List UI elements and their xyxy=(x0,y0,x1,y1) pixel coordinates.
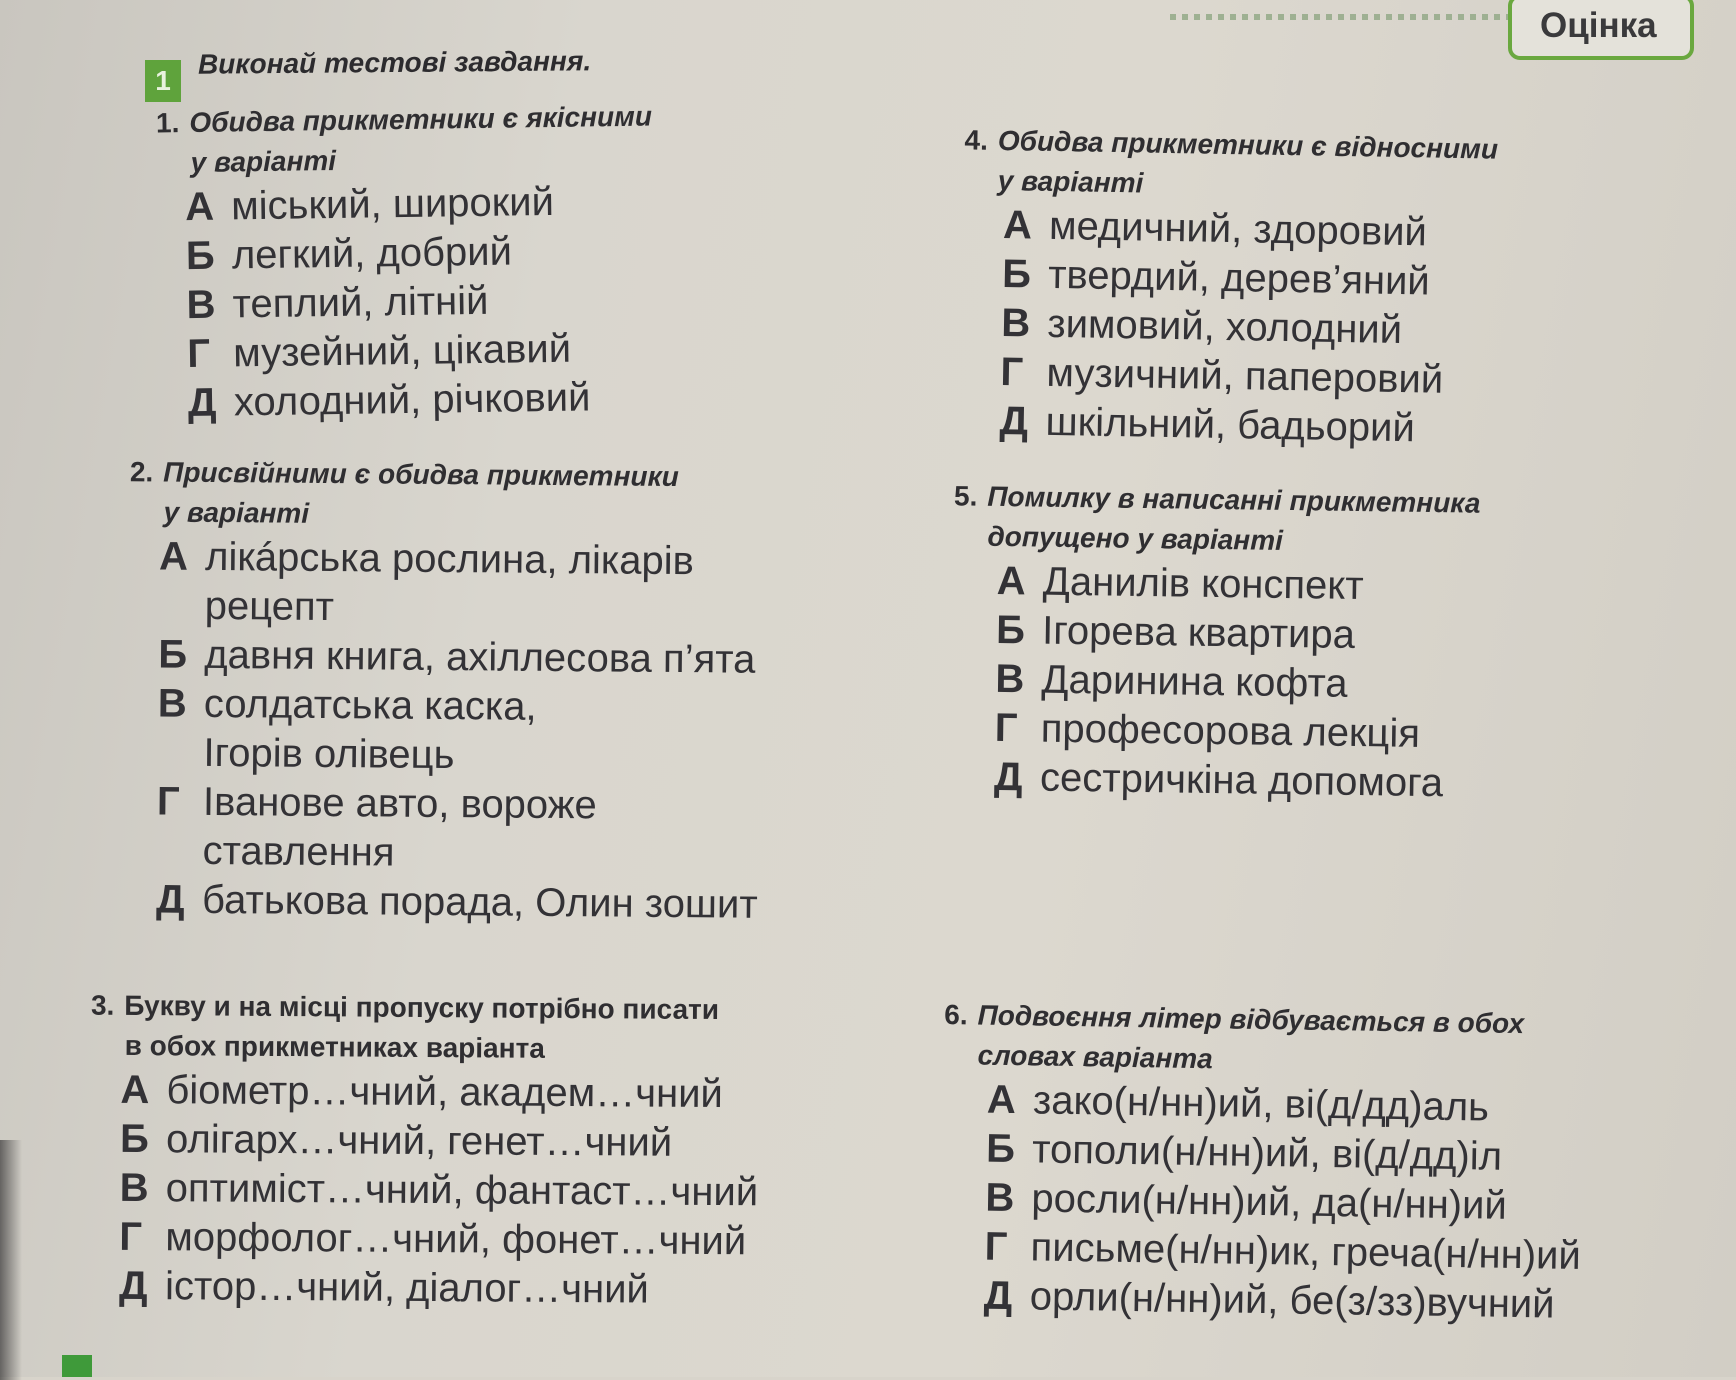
option-text: оптиміст…чний, фантаст…чний xyxy=(165,1166,759,1215)
question-text: Помилку в написанні прикметника xyxy=(987,480,1481,519)
option-text: олігарх…чний, генет…чний xyxy=(165,1117,673,1165)
question-text: Присвійними є обидва прикметники xyxy=(163,456,679,493)
option-text: батькова порада, Олин зошит xyxy=(201,877,758,927)
option-letter: Д xyxy=(187,380,217,426)
option-text: тополи(н/нн)ий, ві(д/дд)іл xyxy=(1031,1127,1503,1179)
option-text: росли(н/нн)ий, да(н/нн)ий xyxy=(1031,1176,1508,1228)
option-text: морфолог…чний, фонет…чний xyxy=(165,1215,747,1264)
page-edge-shadow xyxy=(0,1140,22,1380)
option-d[interactable] xyxy=(994,753,1477,809)
option-text: музейний, цікавий xyxy=(232,326,572,376)
question-number: 6. xyxy=(944,998,968,1031)
option-letter: Г xyxy=(119,1214,143,1260)
option-a[interactable] xyxy=(159,533,761,636)
option-a[interactable] xyxy=(120,1066,759,1119)
green-page-mark xyxy=(62,1355,92,1377)
option-b[interactable] xyxy=(1002,250,1496,308)
question-4-prompt xyxy=(963,120,1498,209)
option-letter: Д xyxy=(983,1273,1013,1319)
option-d[interactable] xyxy=(119,1262,758,1315)
option-text: медичний, здоровий xyxy=(1048,203,1428,255)
question-number: 2. xyxy=(129,456,154,488)
option-letter: А xyxy=(1002,203,1033,248)
question-1 xyxy=(156,97,656,429)
option-text: істор…чний, діалог…чний xyxy=(164,1264,650,1312)
question-3-prompt xyxy=(91,986,760,1071)
option-d[interactable] xyxy=(188,373,657,429)
option-h[interactable] xyxy=(156,778,758,881)
option-h[interactable] xyxy=(994,704,1477,760)
option-letter: Г xyxy=(156,779,180,824)
question-1-prompt xyxy=(156,97,653,184)
option-text-continued: рецепт xyxy=(204,583,335,630)
option-text: біометр…чний, академ…чний xyxy=(166,1068,724,1117)
option-v[interactable] xyxy=(995,655,1478,711)
option-letter: В xyxy=(1000,301,1031,346)
question-text: Подвоєння літер відбувається в обох xyxy=(977,999,1525,1040)
option-letter: В xyxy=(119,1165,149,1211)
option-letter: А xyxy=(986,1077,1017,1123)
option-a[interactable] xyxy=(185,177,654,233)
option-text: теплий, літній xyxy=(232,278,489,327)
option-h[interactable] xyxy=(187,324,656,380)
option-letter: Б xyxy=(995,607,1026,653)
option-letter: Б xyxy=(158,632,188,677)
option-text: сестричкіна допомога xyxy=(1039,755,1444,806)
option-d[interactable] xyxy=(983,1272,1580,1330)
task-title: Виконай тестові завдання. xyxy=(197,45,592,80)
option-text: Іванове авто, вороже xyxy=(202,779,597,828)
option-v[interactable] xyxy=(186,275,655,331)
option-v[interactable] xyxy=(157,680,759,783)
option-d[interactable] xyxy=(999,397,1493,455)
grade-box xyxy=(1508,0,1694,60)
option-letter: Д xyxy=(155,877,185,922)
option-text-continued: ставлення xyxy=(202,828,395,875)
option-letter: Б xyxy=(1001,252,1032,297)
option-text: солдатська каска, xyxy=(203,681,537,729)
option-letter: А xyxy=(158,534,189,579)
task-number-badge: 1 xyxy=(145,60,181,102)
option-text: музичний, паперовий xyxy=(1046,350,1444,402)
question-text: Букву и на місці пропуску потрібно писати xyxy=(124,989,720,1026)
option-letter: Д xyxy=(118,1263,148,1309)
option-text: Ігорева квартира xyxy=(1041,608,1356,657)
grade-label: Оцінка xyxy=(1540,6,1657,45)
question-2-prompt xyxy=(129,452,761,538)
option-d[interactable] xyxy=(156,875,758,929)
question-number: 3. xyxy=(90,989,115,1021)
option-text: зако(н/нн)ий, ві(д/дд)аль xyxy=(1032,1078,1490,1130)
option-letter: А xyxy=(184,184,215,230)
option-letter: В xyxy=(985,1175,1015,1221)
option-text: орли(н/нн)ий, бе(з/зз)вучний xyxy=(1029,1274,1555,1327)
option-letter: А xyxy=(996,558,1027,604)
question-text: Обидва прикметники є відносними xyxy=(997,124,1499,165)
option-letter: В xyxy=(995,656,1025,702)
option-b[interactable] xyxy=(186,226,655,282)
option-text: давня книга, ахіллесова п’ята xyxy=(204,632,756,682)
grade-dotted-line xyxy=(1170,14,1508,20)
question-subtext: у варіанті xyxy=(163,496,310,529)
question-6 xyxy=(939,995,1584,1330)
option-v[interactable] xyxy=(1001,299,1495,357)
question-number: 5. xyxy=(953,480,978,512)
option-a[interactable] xyxy=(996,557,1479,613)
option-b[interactable] xyxy=(158,631,760,685)
question-subtext: словах варіанта xyxy=(977,1039,1214,1075)
question-subtext: допущено у варіанті xyxy=(987,520,1284,556)
option-letter: Г xyxy=(984,1224,1008,1270)
question-number: 1. xyxy=(155,107,180,139)
option-h[interactable] xyxy=(119,1213,758,1266)
option-text: зимовий, холодний xyxy=(1046,301,1403,353)
option-b[interactable] xyxy=(120,1115,759,1168)
question-4 xyxy=(959,120,1498,454)
question-text: Обидва прикметники є якісними xyxy=(189,100,653,139)
option-letter: Д xyxy=(993,754,1023,800)
option-letter: Д xyxy=(999,399,1029,444)
question-subtext: у варіанті xyxy=(997,164,1144,199)
option-text: міський, широкий xyxy=(230,179,555,229)
option-letter: Г xyxy=(994,705,1018,751)
option-text-continued: Ігорів олівець xyxy=(203,730,455,778)
option-letter: Б xyxy=(119,1116,149,1162)
option-text: професорова лекція xyxy=(1040,706,1421,756)
option-letter: А xyxy=(120,1067,150,1113)
option-text: лікáрська рослина, лікарів xyxy=(204,534,695,584)
option-letter: Б xyxy=(985,1126,1016,1172)
question-subtext: в обох прикметниках варіанта xyxy=(124,1029,545,1064)
option-letter: В xyxy=(186,282,216,328)
option-b[interactable] xyxy=(996,606,1479,662)
option-v[interactable] xyxy=(120,1164,759,1217)
option-text: холодний, річковий xyxy=(233,375,591,425)
option-a[interactable] xyxy=(1003,201,1497,259)
option-text: легкий, добрий xyxy=(231,229,513,278)
option-text: Даринина кофта xyxy=(1041,657,1348,706)
option-text: шкільний, бадьорий xyxy=(1045,399,1416,451)
option-h[interactable] xyxy=(1000,348,1494,406)
option-letter: Б xyxy=(185,233,215,279)
question-number: 4. xyxy=(964,124,989,156)
option-text: Данилів конспект xyxy=(1042,559,1364,609)
question-subtext: у варіанті xyxy=(190,144,337,178)
question-5-prompt xyxy=(953,476,1481,563)
question-2 xyxy=(126,452,762,929)
option-letter: Г xyxy=(186,331,211,377)
option-text: твердий, дерев’яний xyxy=(1047,252,1431,304)
question-6-prompt xyxy=(943,995,1584,1085)
option-letter: В xyxy=(157,681,187,726)
option-text: письме(н/нн)ик, греча(н/нн)ий xyxy=(1030,1225,1582,1279)
question-5 xyxy=(950,476,1481,808)
question-3 xyxy=(89,986,760,1316)
option-letter: Г xyxy=(1000,350,1024,395)
